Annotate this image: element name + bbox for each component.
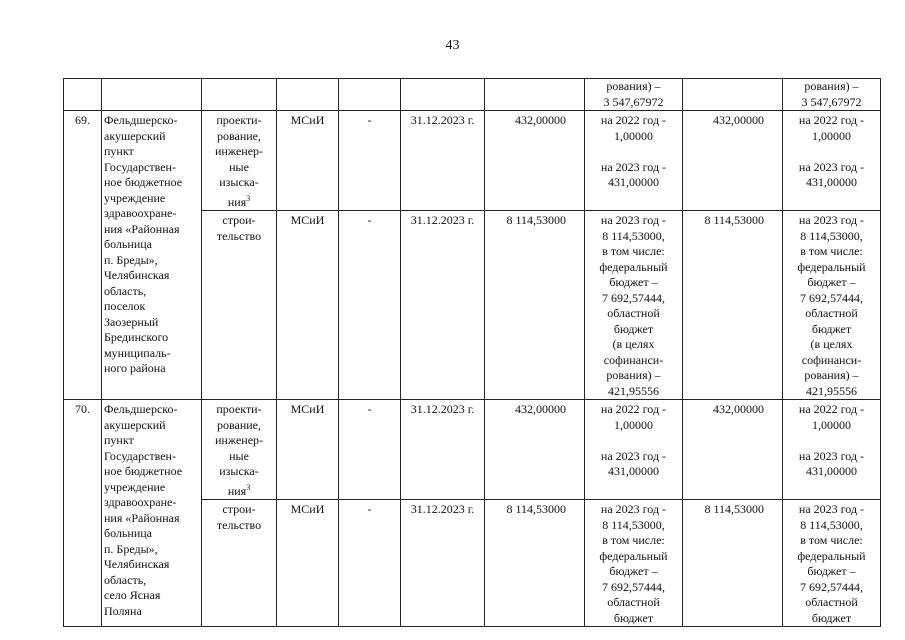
cell	[401, 79, 485, 111]
facility-name: Фельдшерско- акушерский пункт Государствен- ное бюджетное учреждение здравоохране- ния «Районная больница п. Бреды», Челябинская область, село Ясная Поляна	[102, 400, 202, 627]
page-number: 43	[445, 38, 460, 53]
financing-plan: на 2022 год - 1,00000 на 2023 год - 431,00000	[585, 400, 683, 500]
due-date: 31.12.2023 г.	[401, 111, 485, 211]
customer: МСиИ	[277, 111, 339, 211]
financing-plan: на 2022 год - 1,00000 на 2023 год - 431,00000	[585, 111, 683, 211]
cell	[64, 79, 102, 111]
customer: МСиИ	[277, 211, 339, 400]
cell	[277, 79, 339, 111]
due-date: 31.12.2023 г.	[401, 211, 485, 400]
table-row	[64, 111, 881, 211]
dash-cell: -	[339, 500, 401, 627]
dash-cell: -	[339, 211, 401, 400]
carryover-plan: рования) – 3 547,67972	[585, 79, 683, 111]
amount-2: 432,00000	[683, 400, 783, 500]
cell	[683, 79, 783, 111]
cell	[202, 79, 277, 111]
work-type: строи- тельство	[202, 500, 277, 627]
customer: МСиИ	[277, 400, 339, 500]
table-row	[64, 400, 881, 500]
customer: МСиИ	[277, 500, 339, 627]
cell	[339, 79, 401, 111]
amount: 432,00000	[485, 400, 585, 500]
footnote-mark: 3	[246, 482, 251, 492]
financing-plan-2: на 2022 год - 1,00000 на 2023 год - 431,00000	[783, 111, 881, 211]
dash-cell: -	[339, 400, 401, 500]
amount: 8 114,53000	[485, 211, 585, 400]
work-type-text: проекти- рование, инженер- ные изыска- ния	[214, 113, 264, 209]
cell	[102, 79, 202, 111]
row-number: 69.	[64, 111, 102, 400]
amount-2: 432,00000	[683, 111, 783, 211]
facility-name: Фельдшерско- акушерский пункт Государствен- ное бюджетное учреждение здравоохране- ния «Районная больница п. Бреды», Челябинская область, поселок Заозерный Брединского муниципаль- ного района	[102, 111, 202, 400]
due-date: 31.12.2023 г.	[401, 500, 485, 627]
footnote-mark: 3	[246, 193, 251, 203]
work-type	[202, 111, 277, 211]
amount: 8 114,53000	[485, 500, 585, 627]
cell	[485, 79, 585, 111]
carryover-plan2: рования) – 3 547,67972	[783, 79, 881, 111]
row-number: 70.	[64, 400, 102, 627]
projects-table	[63, 78, 881, 627]
amount-2: 8 114,53000	[683, 211, 783, 400]
work-type	[202, 400, 277, 500]
amount-2: 8 114,53000	[683, 500, 783, 627]
financing-plan-2: на 2023 год - 8 114,53000, в том числе: федеральный бюджет – 7 692,57444, областной бюджет (в целях софинанси- рования) – 421,95556	[783, 211, 881, 400]
dash-cell: -	[339, 111, 401, 211]
financing-plan: на 2023 год - 8 114,53000, в том числе: федеральный бюджет – 7 692,57444, областной бюджет (в целях софинанси- рования) – 421,95556	[585, 211, 683, 400]
due-date: 31.12.2023 г.	[401, 400, 485, 500]
financing-plan: на 2023 год - 8 114,53000, в том числе: федеральный бюджет – 7 692,57444, областной бюджет	[585, 500, 683, 627]
carryover-row	[64, 79, 881, 111]
work-type-text: проекти- рование, инженер- ные изыска- ния	[214, 402, 264, 498]
work-type: строи- тельство	[202, 211, 277, 400]
financing-plan-2: на 2023 год - 8 114,53000, в том числе: федеральный бюджет – 7 692,57444, областной бюджет	[783, 500, 881, 627]
financing-plan-2: на 2022 год - 1,00000 на 2023 год - 431,00000	[783, 400, 881, 500]
amount: 432,00000	[485, 111, 585, 211]
